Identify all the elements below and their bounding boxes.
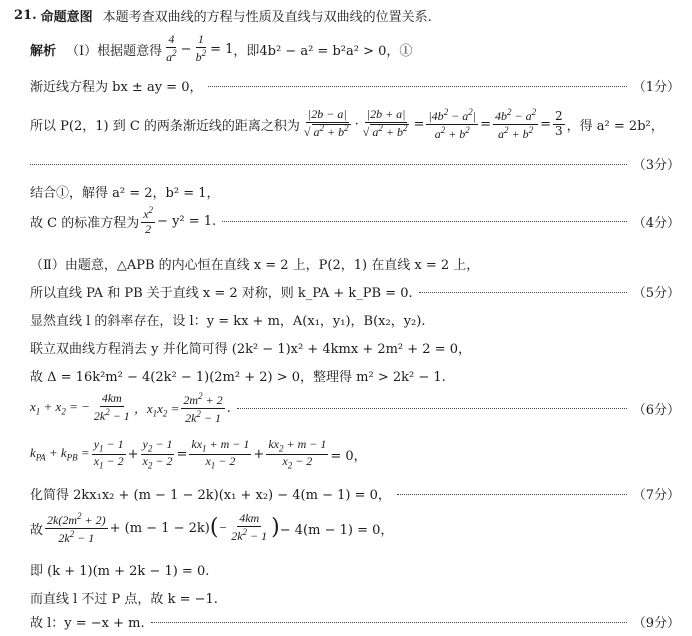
- line-6-text-a: 故 C 的标准方程为: [30, 215, 140, 231]
- dot-leader: [419, 291, 627, 293]
- line-18-text: 故 l：y = −x + m.: [30, 616, 145, 631]
- slope-pa-substituted: $\frac{kx_1 + m - 1}{x_1 - 2}$: [191, 436, 250, 470]
- score-badge: （3分）: [632, 158, 680, 173]
- product-of-roots-fraction: $\frac{2m^2 + 2}{2k^2 - 1}$: [183, 390, 223, 425]
- solution-line-4: [30, 154, 680, 173]
- solution-line-14: [30, 484, 680, 503]
- solution-line-7: [30, 254, 680, 273]
- solution-line-5: [30, 182, 680, 201]
- fraction-1-over-b2: $\frac{1}{b^2}$: [195, 32, 207, 64]
- solution-line-10: [30, 338, 680, 357]
- distance-fraction-1: $\frac{|2b - a|}{√ a^2 + b^2}$: [303, 107, 349, 139]
- fraction-4-over-a2: $\frac{4}{a^2}$: [166, 32, 177, 64]
- line-10-text: 联立双曲线方程消去 y 并化简可得 (2k² − 1)x² + 4kmx + 2m² + 2 = 0，: [30, 342, 472, 357]
- part2-label: （Ⅱ）: [30, 258, 65, 273]
- substitution-fraction-2: $\frac{4km}{2k^2 - 1}$: [231, 511, 268, 543]
- intent-text: 本题考查双曲线的方程与性质及直线与双曲线的位置关系.: [102, 10, 432, 25]
- sum-of-roots-fraction: $\frac{4km}{2k^2 - 1}$: [93, 391, 130, 423]
- solution-line-12: $x_1 + x_2$ = − $\frac{4km}{2k^2 - 1}$ ，$x_1x_2$ = $\frac{2m^2 + 2}{2k^2 - 1}$ . （6分）: [30, 390, 680, 425]
- line-9-text: 显然直线 l 的斜率存在，设 l：y = kx + m，A(x₁，y₁)，B(x₂，y₂).: [30, 314, 426, 329]
- line-1-text-a: 根据题意得: [97, 43, 163, 59]
- line-15-text-a: 故: [30, 522, 44, 538]
- solution-line-17: [30, 588, 680, 607]
- slope-pb-fraction: $\frac{y_2 - 1}{x_2 - 2}$: [142, 436, 173, 470]
- line-6-text-b: − y² = 1.: [157, 213, 217, 229]
- line-15-text-b: + (m − 1 − 2k): [109, 520, 210, 536]
- line-16-text: 即 (k + 1)(m + 2k − 1) = 0.: [30, 564, 210, 579]
- part1-label: （Ⅰ）: [66, 43, 98, 59]
- line-15-text-c: − 4(m − 1) = 0，: [279, 522, 394, 538]
- score-badge: （6分）: [632, 402, 680, 418]
- score-badge: （9分）: [632, 616, 680, 631]
- score-badge: （7分）: [632, 488, 680, 503]
- solution-line-18: [30, 612, 680, 631]
- dot-leader: [30, 163, 627, 165]
- dot-leader: [151, 621, 627, 623]
- substitution-fraction-1: $\frac{2k(2m^2 + 2)}{2k^2 - 1}$: [47, 510, 106, 545]
- solution-line-6: [30, 206, 680, 236]
- line-14-text: 化简得 2kx₁x₂ + (m − 1 − 2k)(x₁ + x₂) − 4(m − 1) = 0，: [30, 488, 391, 503]
- slope-pb-substituted: $\frac{kx_2 + m - 1}{x_2 - 2}$: [268, 436, 327, 470]
- score-badge: （1分）: [632, 80, 680, 95]
- fraction-2-over-3: $\frac{2}{3}$: [555, 108, 563, 138]
- line-11-text: 故 Δ = 16k²m² − 4(2k² − 1)(2m² + 2) > 0，整理得 m² > 2k² − 1.: [30, 370, 446, 385]
- solution-line-3: 所以 P(2，1) 到 C 的两条渐近线的距离之积为 $\frac{|2b - a|}{√ a^2 + b^2}$ · $\frac{|2b + a|}{√ a^2 + b^2}$ = $\frac{|4b^2 - a^2|}{a^2 + b^2}$ = $\frac{4b^2 - a^2}{a^2 + b^2}$ = $\frac{2}{3}$ ，得 a² = 2b²，: [30, 106, 664, 141]
- dot-leader: [397, 493, 627, 495]
- score-badge: （5分）: [632, 286, 680, 301]
- solution-line-11: [30, 366, 680, 385]
- product-fraction: $\frac{|4b^2 - a^2|}{a^2 + b^2}$: [428, 106, 477, 141]
- dot-leader: [237, 407, 627, 409]
- line-3-text-b: ，得 a² = 2b²，: [566, 118, 664, 134]
- distance-fraction-2: $\frac{|2b + a|}{√ a^2 + b^2}$: [362, 107, 408, 139]
- solution-line-13: $k_{PA} + k_{PB}$ = $\frac{y_1 - 1}{x_1 - 2}$ + $\frac{y_2 - 1}{x_2 - 2}$ = $\frac{kx_1 + m - 1}{x_1 - 2}$ + $\frac{kx_2 + m - 1}{x_2 - 2}$ = 0，: [30, 436, 367, 470]
- solution-line-8: [30, 282, 680, 301]
- solution-line-2: [30, 76, 680, 95]
- solution-line-9: [30, 310, 680, 329]
- line-5-text: 结合①，解得 a² = 2，b² = 1，: [30, 186, 220, 201]
- line-3-text-a: 所以 P(2，1) 到 C 的两条渐近线的距离之积为: [30, 118, 300, 134]
- solution-line-16: [30, 560, 680, 579]
- solution-line-1: 解析 （Ⅰ） 根据题意得 $\frac{4}{a^2}$ − $\frac{1}{b^2}$ = 1 ，即4b² − a² = b²a² > 0，①: [30, 32, 413, 64]
- dot-leader: [222, 220, 627, 222]
- problem-header: [14, 6, 680, 25]
- line-8-text: 所以直线 PA 和 PB 关于直线 x = 2 对称，则 k_PA + k_PB = 0.: [30, 286, 413, 301]
- solution-line-15: 故 $\frac{2k(2m^2 + 2)}{2k^2 - 1}$ + (m − 1 − 2k) ( − $\frac{4km}{2k^2 - 1}$ ) − 4(m − 1) = 0，: [30, 510, 394, 545]
- dot-leader: [208, 85, 626, 87]
- line-7-text: 由题意，△APB 的内心恒在直线 x = 2 上，P(2，1) 在直线 x = 2 上，: [64, 258, 480, 273]
- simplified-fraction: $\frac{4b^2 - a^2}{a^2 + b^2}$: [495, 106, 537, 141]
- problem-number: 21.: [14, 8, 37, 23]
- line-17-text: 而直线 l 不过 P 点，故 k = −1.: [30, 592, 218, 607]
- slope-pa-fraction: $\frac{y_1 - 1}{x_1 - 2}$: [93, 436, 124, 470]
- line-13-text: = 0，: [330, 448, 367, 464]
- line-1-text-b: ，即4b² − a² = b²a² > 0，①: [233, 43, 413, 59]
- intent-label: 命题意图: [40, 10, 93, 25]
- solution-label: 解析: [30, 43, 57, 59]
- score-badge: （4分）: [632, 215, 680, 231]
- line-2-text: 渐近线方程为 bx ± ay = 0，: [30, 80, 203, 95]
- fraction-x2-over-2: $\frac{x^2}{2}$: [143, 205, 154, 236]
